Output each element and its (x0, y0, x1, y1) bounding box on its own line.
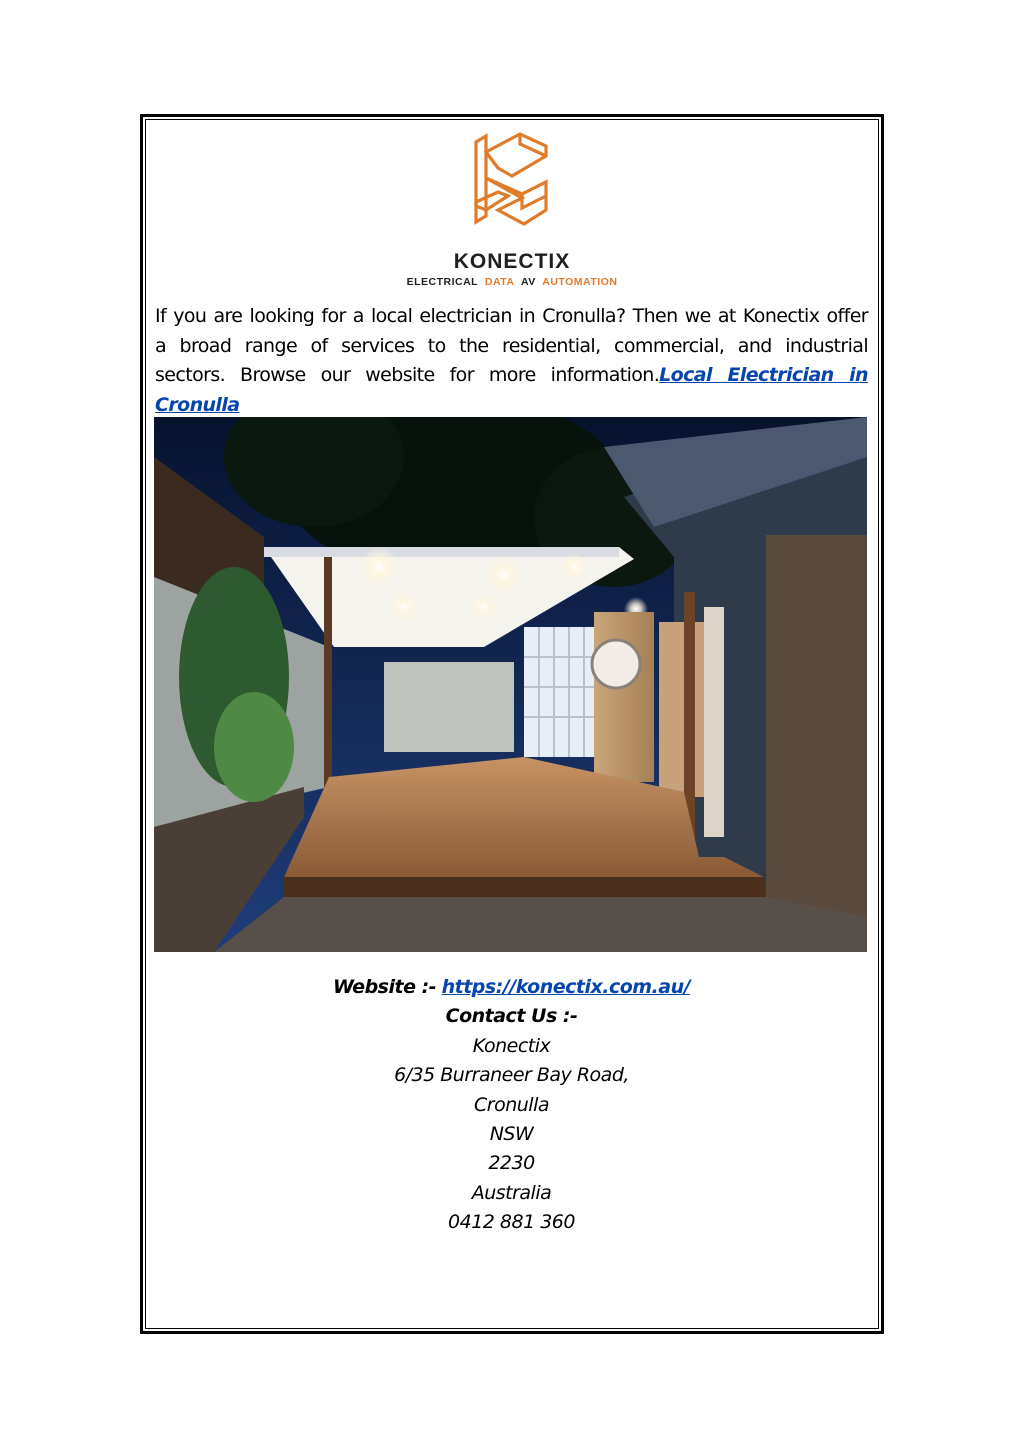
contact-label: Contact Us :- (445, 1005, 578, 1028)
contact-block (160, 973, 863, 1238)
suburb: Cronulla (474, 1093, 549, 1116)
phone-number: 0412 881 360 (448, 1211, 575, 1234)
state: NSW (489, 1123, 534, 1146)
local-electrician-link[interactable]: Local Electrician in Cronulla (155, 364, 868, 416)
website-line (160, 973, 863, 1002)
konectix-mark-icon (472, 132, 552, 232)
intro-paragraph (155, 302, 868, 420)
intro-text: If you are looking for a local electrician in Cronulla? Then we at Konectix offer a broad range of services to the residential, commercial, and industrial sectors. Browse our website for more information. (155, 305, 868, 386)
country: Australia (471, 1181, 552, 1204)
konectix-logo (390, 132, 634, 292)
website-link[interactable]: https://konectix.com.au/ (441, 976, 691, 998)
tagline-electrical: ELECTRICAL (406, 276, 479, 288)
tagline-data: DATA (484, 276, 515, 288)
patio-photo-illustration (154, 417, 867, 952)
tagline-automation: AUTOMATION (542, 276, 618, 288)
website-label: Website :- (332, 976, 437, 998)
tagline-av: AV (520, 276, 536, 288)
postcode: 2230 (488, 1152, 535, 1175)
street-address: 6/35 Burraneer Bay Road, (394, 1064, 629, 1087)
brand-name: KONECTIX (453, 250, 571, 273)
brand-tagline (390, 276, 634, 288)
patio-deck-photo (154, 417, 867, 952)
company-name: Konectix (472, 1034, 551, 1057)
